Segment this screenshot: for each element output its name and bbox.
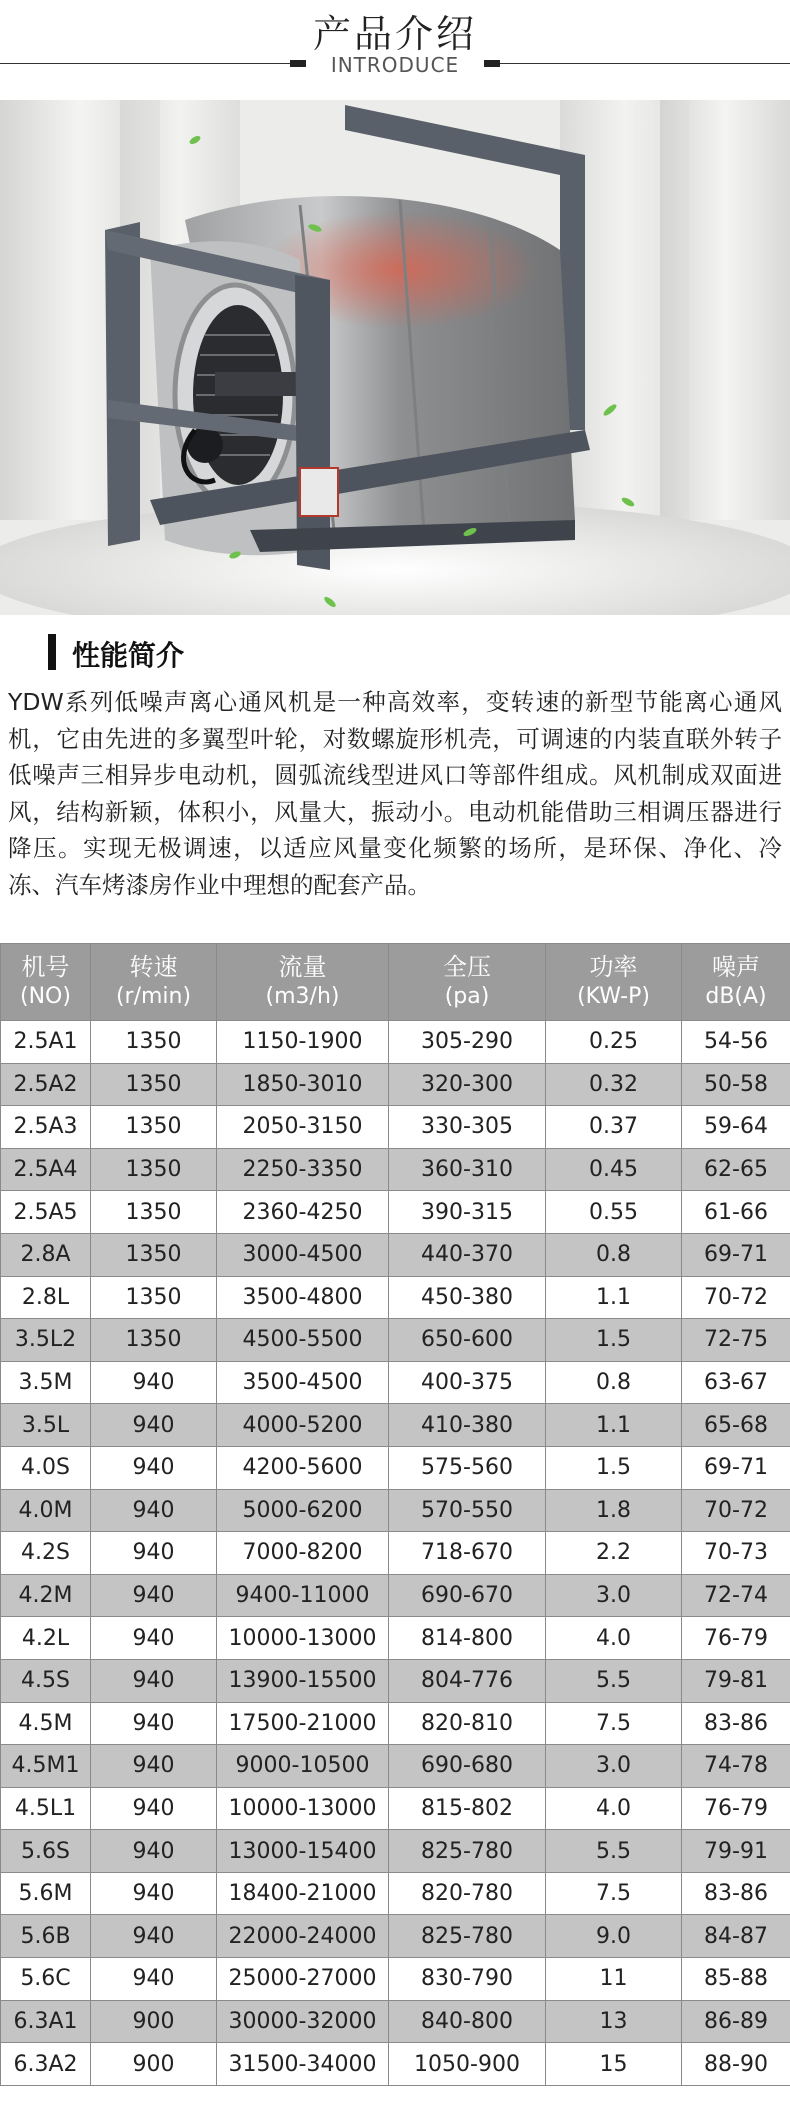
table-cell-speed: 940: [91, 1617, 217, 1660]
table-cell-power: 1.1: [546, 1276, 682, 1319]
table-cell-noise: 69-71: [682, 1446, 790, 1489]
table-cell-power: 0.8: [546, 1361, 682, 1404]
table-cell-no: 4.0S: [1, 1446, 91, 1489]
table-cell-flow: 4200-5600: [217, 1446, 389, 1489]
table-cell-no: 2.8A: [1, 1233, 91, 1276]
table-cell-power: 3.0: [546, 1574, 682, 1617]
table-row: [1, 1489, 790, 1532]
table-cell-speed: 940: [91, 1702, 217, 1745]
table-cell-speed: 940: [91, 1361, 217, 1404]
table-row: [1, 1361, 790, 1404]
table-row: [1, 1574, 790, 1617]
column-header-unit: (KW-P): [577, 984, 650, 1009]
table-cell-power: 1.5: [546, 1446, 682, 1489]
table-row: [1, 1787, 790, 1830]
table-cell-speed: 940: [91, 1915, 217, 1958]
table-cell-power: 0.32: [546, 1063, 682, 1106]
table-cell-noise: 72-74: [682, 1574, 790, 1617]
table-row: [1, 1191, 790, 1234]
spec-table-header-row: [1, 944, 790, 1021]
table-row: [1, 1319, 790, 1362]
table-cell-pressure: 690-680: [389, 1745, 546, 1788]
table-cell-pressure: 390-315: [389, 1191, 546, 1234]
table-cell-pressure: 820-780: [389, 1872, 546, 1915]
section-heading-text: 性能简介: [72, 639, 185, 672]
table-cell-pressure: 825-780: [389, 1830, 546, 1873]
table-cell-no: 3.5M: [1, 1361, 91, 1404]
column-header-flow: [217, 944, 389, 1021]
table-row: [1, 1106, 790, 1149]
table-cell-flow: 10000-13000: [217, 1617, 389, 1660]
table-cell-speed: 940: [91, 1532, 217, 1575]
table-row: [1, 1958, 790, 2001]
table-cell-no: 2.8L: [1, 1276, 91, 1319]
centrifugal-fan-illustration: [0, 100, 790, 615]
table-cell-noise: 83-86: [682, 1702, 790, 1745]
table-cell-flow: 13900-15500: [217, 1659, 389, 1702]
table-cell-noise: 76-79: [682, 1617, 790, 1660]
table-cell-pressure: 410-380: [389, 1404, 546, 1447]
table-cell-power: 0.45: [546, 1148, 682, 1191]
column-header-speed: [91, 944, 217, 1021]
table-cell-pressure: 830-790: [389, 1958, 546, 2001]
column-header-power: [546, 944, 682, 1021]
table-cell-noise: 70-72: [682, 1489, 790, 1532]
table-cell-no: 4.5M: [1, 1702, 91, 1745]
column-header-unit: dB(A): [705, 984, 767, 1009]
table-cell-noise: 69-71: [682, 1233, 790, 1276]
table-cell-noise: 59-64: [682, 1106, 790, 1149]
product-description: YDW系列低噪声离心通风机是一种高效率，变转速的新型节能离心通风机，它由先进的多翼型叶轮，对数螺旋形机壳，可调速的内装直联外转子低噪声三相异步电动机，圆弧流线型进风口等部件组成。风机制成双面进风，结构新颖，体积小，风量大，振动小。电动机能借助三相调压器进行降压。实现无极调速，以适应风量变化频繁的场所，是环保、净化、冷冻、汽车烤漆房作业中理想的配套产品。: [8, 688, 782, 899]
column-header-label: 噪声: [712, 953, 760, 981]
table-cell-pressure: 440-370: [389, 1233, 546, 1276]
table-cell-pressure: 690-670: [389, 1574, 546, 1617]
table-cell-noise: 61-66: [682, 1191, 790, 1234]
table-cell-power: 0.8: [546, 1233, 682, 1276]
table-cell-no: 4.2L: [1, 1617, 91, 1660]
table-cell-no: 4.0M: [1, 1489, 91, 1532]
table-cell-noise: 50-58: [682, 1063, 790, 1106]
table-cell-flow: 2360-4250: [217, 1191, 389, 1234]
table-cell-speed: 1350: [91, 1191, 217, 1234]
table-cell-flow: 22000-24000: [217, 1915, 389, 1958]
table-cell-flow: 31500-34000: [217, 2043, 389, 2086]
table-cell-speed: 940: [91, 1659, 217, 1702]
table-cell-speed: 1350: [91, 1063, 217, 1106]
table-cell-speed: 1350: [91, 1319, 217, 1362]
table-cell-flow: 1850-3010: [217, 1063, 389, 1106]
table-cell-noise: 65-68: [682, 1404, 790, 1447]
column-header-unit: (pa): [444, 984, 490, 1009]
table-row: [1, 1276, 790, 1319]
table-cell-noise: 86-89: [682, 2000, 790, 2043]
table-cell-pressure: 575-560: [389, 1446, 546, 1489]
table-cell-power: 9.0: [546, 1915, 682, 1958]
table-cell-no: 4.2M: [1, 1574, 91, 1617]
table-cell-speed: 940: [91, 1787, 217, 1830]
page-subtitle: INTRODUCE: [330, 53, 460, 77]
table-cell-pressure: 718-670: [389, 1532, 546, 1575]
table-cell-no: 4.5L1: [1, 1787, 91, 1830]
table-cell-speed: 940: [91, 1745, 217, 1788]
section-heading-bar: [48, 634, 56, 670]
column-header-unit: (r/min): [115, 984, 192, 1009]
table-cell-flow: 18400-21000: [217, 1872, 389, 1915]
table-cell-power: 1.5: [546, 1319, 682, 1362]
table-row: [1, 1830, 790, 1873]
table-row: [1, 1915, 790, 1958]
table-cell-pressure: 305-290: [389, 1021, 546, 1064]
table-cell-speed: 940: [91, 1574, 217, 1617]
table-cell-no: 6.3A2: [1, 2043, 91, 2086]
table-row: [1, 1148, 790, 1191]
table-cell-noise: 88-90: [682, 2043, 790, 2086]
table-cell-pressure: 815-802: [389, 1787, 546, 1830]
table-cell-pressure: 814-800: [389, 1617, 546, 1660]
column-header-label: 全压: [443, 953, 491, 981]
table-row: [1, 1404, 790, 1447]
table-cell-pressure: 570-550: [389, 1489, 546, 1532]
table-cell-flow: 30000-32000: [217, 2000, 389, 2043]
table-cell-noise: 54-56: [682, 1021, 790, 1064]
table-cell-pressure: 1050-900: [389, 2043, 546, 2086]
table-cell-power: 5.5: [546, 1830, 682, 1873]
table-cell-flow: 13000-15400: [217, 1830, 389, 1873]
table-cell-power: 7.5: [546, 1702, 682, 1745]
table-cell-no: 2.5A5: [1, 1191, 91, 1234]
table-cell-no: 4.5S: [1, 1659, 91, 1702]
table-cell-speed: 1350: [91, 1233, 217, 1276]
table-cell-noise: 83-86: [682, 1872, 790, 1915]
table-row: [1, 1233, 790, 1276]
table-cell-no: 5.6S: [1, 1830, 91, 1873]
table-cell-power: 13: [546, 2000, 682, 2043]
table-cell-pressure: 360-310: [389, 1148, 546, 1191]
table-cell-no: 4.5M1: [1, 1745, 91, 1788]
table-cell-power: 15: [546, 2043, 682, 2086]
table-cell-flow: 17500-21000: [217, 1702, 389, 1745]
table-cell-no: 2.5A3: [1, 1106, 91, 1149]
table-cell-no: 2.5A4: [1, 1148, 91, 1191]
table-row: [1, 1617, 790, 1660]
table-cell-noise: 79-91: [682, 1830, 790, 1873]
table-row: [1, 1446, 790, 1489]
table-cell-pressure: 650-600: [389, 1319, 546, 1362]
table-cell-flow: 25000-27000: [217, 1958, 389, 2001]
spec-table-body: [1, 1021, 790, 2086]
table-row: [1, 2000, 790, 2043]
table-cell-pressure: 400-375: [389, 1361, 546, 1404]
table-cell-flow: 3500-4800: [217, 1276, 389, 1319]
table-row: [1, 1063, 790, 1106]
table-cell-power: 4.0: [546, 1617, 682, 1660]
column-header-unit: (m3/h): [265, 984, 340, 1009]
column-header-label: 转速: [129, 953, 178, 981]
table-cell-power: 11: [546, 1958, 682, 2001]
column-header-unit: (NO): [20, 984, 71, 1009]
table-row: [1, 1702, 790, 1745]
table-cell-power: 3.0: [546, 1745, 682, 1788]
table-cell-flow: 9000-10500: [217, 1745, 389, 1788]
table-row: [1, 1532, 790, 1575]
table-cell-flow: 2250-3350: [217, 1148, 389, 1191]
table-cell-speed: 940: [91, 1489, 217, 1532]
product-photo: [0, 100, 790, 615]
table-cell-pressure: 330-305: [389, 1106, 546, 1149]
table-cell-speed: 1350: [91, 1148, 217, 1191]
table-cell-speed: 940: [91, 1404, 217, 1447]
table-cell-flow: 4500-5500: [217, 1319, 389, 1362]
table-cell-speed: 940: [91, 1958, 217, 2001]
page-header: [0, 0, 790, 100]
table-cell-no: 2.5A1: [1, 1021, 91, 1064]
table-cell-power: 5.5: [546, 1659, 682, 1702]
table-cell-no: 6.3A1: [1, 2000, 91, 2043]
table-cell-pressure: 840-800: [389, 2000, 546, 2043]
table-cell-noise: 84-87: [682, 1915, 790, 1958]
table-cell-power: 2.2: [546, 1532, 682, 1575]
table-cell-flow: 4000-5200: [217, 1404, 389, 1447]
table-cell-noise: 63-67: [682, 1361, 790, 1404]
table-cell-power: 1.8: [546, 1489, 682, 1532]
table-cell-speed: 1350: [91, 1276, 217, 1319]
table-cell-no: 4.2S: [1, 1532, 91, 1575]
table-cell-power: 0.55: [546, 1191, 682, 1234]
column-header-pressure: [389, 944, 546, 1021]
table-cell-flow: 2050-3150: [217, 1106, 389, 1149]
table-row: [1, 2043, 790, 2086]
table-cell-power: 7.5: [546, 1872, 682, 1915]
table-cell-noise: 76-79: [682, 1787, 790, 1830]
column-header-label: 功率: [589, 953, 638, 981]
table-cell-speed: 940: [91, 1830, 217, 1873]
table-cell-flow: 10000-13000: [217, 1787, 389, 1830]
table-cell-speed: 900: [91, 2043, 217, 2086]
table-row: [1, 1659, 790, 1702]
table-cell-noise: 72-75: [682, 1319, 790, 1362]
table-cell-noise: 70-73: [682, 1532, 790, 1575]
table-cell-noise: 79-81: [682, 1659, 790, 1702]
table-cell-power: 0.25: [546, 1021, 682, 1064]
table-cell-pressure: 804-776: [389, 1659, 546, 1702]
table-cell-flow: 5000-6200: [217, 1489, 389, 1532]
table-cell-pressure: 825-780: [389, 1915, 546, 1958]
table-cell-speed: 1350: [91, 1021, 217, 1064]
table-cell-speed: 940: [91, 1872, 217, 1915]
table-row: [1, 1745, 790, 1788]
table-cell-power: 1.1: [546, 1404, 682, 1447]
table-cell-noise: 70-72: [682, 1276, 790, 1319]
page-title: 产品介绍: [312, 12, 477, 56]
table-cell-flow: 3500-4500: [217, 1361, 389, 1404]
table-cell-flow: 1150-1900: [217, 1021, 389, 1064]
table-cell-pressure: 450-380: [389, 1276, 546, 1319]
table-cell-no: 5.6B: [1, 1915, 91, 1958]
table-cell-flow: 7000-8200: [217, 1532, 389, 1575]
table-cell-no: 3.5L2: [1, 1319, 91, 1362]
table-cell-no: 5.6M: [1, 1872, 91, 1915]
column-header-no: [1, 944, 91, 1021]
table-cell-noise: 74-78: [682, 1745, 790, 1788]
table-cell-no: 5.6C: [1, 1958, 91, 2001]
spec-table: [0, 943, 790, 2086]
table-cell-flow: 9400-11000: [217, 1574, 389, 1617]
table-cell-pressure: 820-810: [389, 1702, 546, 1745]
table-row: [1, 1872, 790, 1915]
table-cell-power: 4.0: [546, 1787, 682, 1830]
table-cell-speed: 1350: [91, 1106, 217, 1149]
table-cell-noise: 85-88: [682, 1958, 790, 2001]
table-cell-speed: 940: [91, 1446, 217, 1489]
table-cell-noise: 62-65: [682, 1148, 790, 1191]
column-header-label: 机号: [21, 953, 70, 981]
column-header-label: 流量: [278, 953, 327, 981]
table-cell-pressure: 320-300: [389, 1063, 546, 1106]
column-header-noise: [682, 944, 790, 1021]
table-cell-no: 2.5A2: [1, 1063, 91, 1106]
table-row: [1, 1021, 790, 1064]
table-cell-power: 0.37: [546, 1106, 682, 1149]
table-cell-no: 3.5L: [1, 1404, 91, 1447]
table-cell-speed: 900: [91, 2000, 217, 2043]
table-cell-flow: 3000-4500: [217, 1233, 389, 1276]
